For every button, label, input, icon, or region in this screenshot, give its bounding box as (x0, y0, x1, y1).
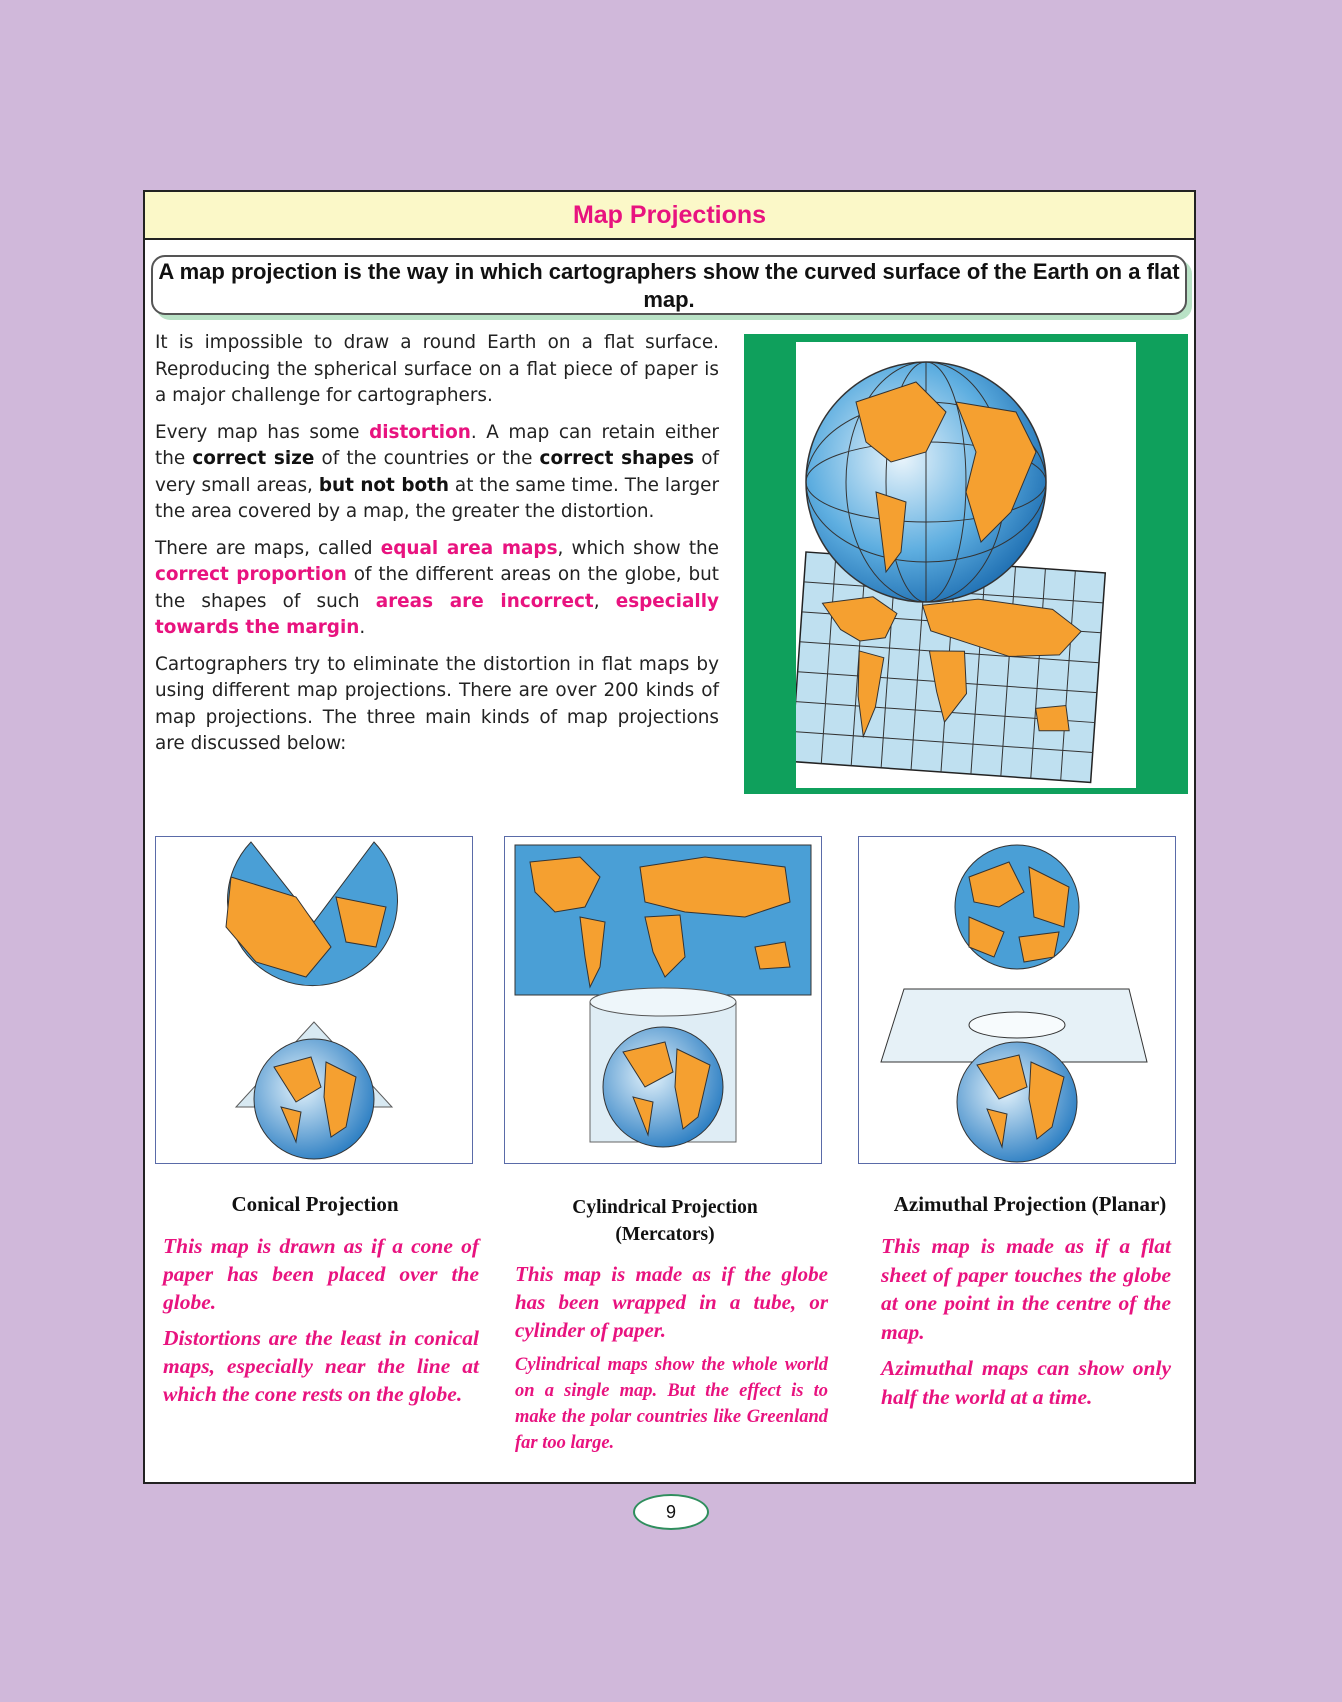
hero-illustration (744, 334, 1188, 794)
globe-to-map-image (796, 342, 1136, 788)
term-correct-shapes: correct shapes (539, 448, 695, 469)
content-panel (143, 190, 1196, 1484)
term-areas-incorrect: areas are incorrect (375, 590, 594, 612)
term-correct-size: correct size (192, 448, 315, 469)
azimuthal-figure (858, 836, 1176, 1164)
paragraph-2: Every map has some distortion. A map can retain either the correct size of the countries or the correct shapes of very small areas, but not both at the same time. The larger the area covered by a map, the greater the distortion. (155, 421, 719, 522)
paragraph-1: It is impossible to draw a round Earth on a flat surface. Reproducing the spherical surface on a flat piece of paper is a major challenge for cartographers. (155, 332, 719, 406)
conical-description: This map is drawn as if a cone of paper has been placed over the globe. Distortions are the least in conical maps, especially near the line at which the cone rests on the globe. (163, 1234, 479, 1406)
term-margin: especially towards the margin (155, 590, 719, 638)
term-not-both: but not both (318, 474, 450, 496)
azimuthal-description: This map is made as if a flat sheet of paper touches the globe at one point in the centre of the map. Azimuthal maps can show only half the world at a time. (881, 1234, 1171, 1409)
conical-title: Conical Projection (231, 1192, 399, 1216)
paragraph-3: There are maps, called equal area maps, which show the correct proportion of the different areas on the globe, but the shapes of such areas are incorrect, especially towards the margin. (155, 537, 719, 638)
cylindrical-title: Cylindrical Projection (Mercators) (572, 1197, 758, 1245)
cylindrical-description: This map is made as if the globe has been wrapped in a tube, or cylinder of paper. Cylindrical maps show the whole world on a single map. But the effect is to make the polar countries like Greenland far too large. (515, 1262, 828, 1453)
intro-text (155, 330, 719, 768)
paragraph-4: Cartographers try to eliminate the distortion in flat maps by using different map projections. There are over 200 kinds of map projections. The three main kinds of map projections are discussed below: (155, 653, 719, 754)
conical-figure (155, 836, 473, 1164)
cylindrical-figure (504, 836, 822, 1164)
page-title: Map Projections (145, 192, 1194, 240)
term-distortion: distortion (369, 421, 471, 443)
term-correct-proportion: correct proportion (155, 564, 347, 585)
azimuthal-title: Azimuthal Projection (Planar) (893, 1192, 1167, 1216)
definition-box: A map projection is the way in which cartographers show the curved surface of the Earth on a flat map. (151, 255, 1187, 315)
term-equal-area: equal area maps (380, 537, 558, 559)
page-number: 9 (633, 1494, 709, 1530)
